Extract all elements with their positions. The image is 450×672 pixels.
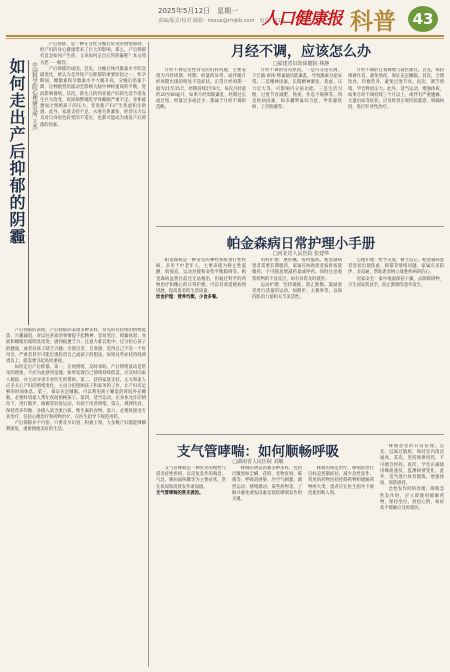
masthead — [0, 0, 450, 40]
article3-column-1 — [156, 466, 226, 668]
paragraph: 支气管哮喘是一种常见的慢性气道炎症性疾病，以反复发作的喘息、气急、胸闷或咳嗽等为主要症状，常在夜间和清晨发作或加剧。 — [156, 466, 226, 490]
paragraph: 哮喘的诱发因素多种多样，包括过敏原如尘螨、花粉、宠物皮屑、霉菌等；呼吸道感染；冷空气刺激；剧烈运动；情绪激动；某些药物等。了解并避免诱发因素是预防哮喘发作的关键。 — [232, 466, 302, 503]
left-article — [4, 42, 147, 667]
paragraph: 产后抑郁，是一种在女性分娩后常见的情绪障碍，给产妇的身心健康带来了巨大的影响。那么，产后抑郁究竟是如何产生的，又该如何走出它的阴霾呢？本文将为您一一解答。 — [40, 42, 146, 66]
masthead-rule-thin — [6, 38, 444, 39]
paragraph: 月经不调的常见原因。一是内分泌失调，下丘脑-垂体-卵巢轴功能紊乱，导致激素分泌异常。二是精神因素，长期精神紧张、焦虑、压力过大等，可影响内分泌功能。三是生活习惯，过度节食减肥、熬夜、作息不规律等。四是疾病因素，如多囊卵巢综合征、甲状腺疾病、子宫肌瘤等。 — [252, 68, 342, 111]
article2-column-2 — [252, 258, 342, 432]
issue-date: 2025年5月12日 星期一 — [158, 7, 239, 15]
article-separator — [156, 226, 444, 227]
paragraph: 产后抑郁并不可怕，只要及早识别、积极干预，大多数产妇都能够顺利康复，重新拥抱美好的生活。 — [6, 421, 146, 433]
paragraph: 哮喘的规范治疗。哮喘的治疗目标是控制症状，减少急性发作。常用的药物包括控制药物和缓解药物两大类，患者应在医生指导下规范使用吸入剂。 — [308, 466, 374, 496]
article1-column-2 — [252, 68, 342, 224]
paragraph: 产后抑郁的成因。首先，分娩后体内激素水平的急剧变化，被认为是导致产后抑郁的重要原因之一。怀孕期间，雌激素和孕激素水平大幅升高，分娩后迅速下降，这种剧烈的波动会影响大脑中神经递质的平衡，进而影响情绪。其次，新生儿的到来使产妇的生活节奏发生巨大改变，夜间频繁哺乳导致睡眠严重不足，身体疲惫加之照顾孩子的压力，容易使产妇产生焦虑和无助感。此外，家庭支持不足、夫妻关系紧张、经济压力以及对自身角色转变的不适应，也都可能成为诱发产后抑郁的因素。 — [40, 66, 146, 128]
paragraph: 运动护理：坚持锻炼，防止跌倒。鼓励患者进行适量的运动，如散步、太极拳等，以保持肌肉力量和关节灵活性。 — [252, 282, 342, 301]
title-divider — [28, 60, 29, 325]
article2-author: □河北省人民医院 张建华 — [272, 251, 330, 257]
article3-column-4 — [380, 444, 444, 668]
article3-column-3 — [308, 466, 374, 668]
newspaper-logo: 人口健康报 — [262, 9, 342, 29]
subheading: 饮食护理：营养均衡，少食多餐。 — [156, 295, 221, 301]
paragraph: 如何走出产后抑郁。第一，正视情绪，及时求助。产后情绪波动是常见的现象，不必为此感到羞愧。如果发现自己情绪持续低落，应及时向家人倾诉，并主动寻求专业医生的帮助。第二，获得家庭支持。丈夫和家人应多关心产妇的情绪变化，主动分担照顾孩子和家务的工作，让产妇有足够的时间休息。第三，保证充足睡眠。可以利用孩子睡觉的时间补充睡眠，必要时请家人帮忙夜间照顾孩子。第四，适当运动。在身体允许的情况下，进行散步、瑜伽等轻度运动，有助于改善情绪。第五，规律饮食。保持营养均衡，多摄入富含蛋白质、维生素的食物。第六，必要时接受专业治疗，包括心理治疗和药物治疗，在医生指导下规范用药。 — [6, 365, 146, 420]
left-article-author: 中国科学院心理研究所 王杰 — [31, 62, 37, 130]
column-separator — [148, 42, 149, 667]
left-article-title: 如何走出产后抑郁的阴霾 — [7, 58, 26, 245]
article3-column-2 — [232, 466, 302, 668]
article1-title: 月经不调，应该怎么办 — [231, 44, 371, 60]
paragraph: 月经不调是女性常见的妇科问题，主要表现为月经周期、经期、经量的异常，或伴随月经周期出现的明显不适症状。正常月经周期一般为21至35天，经期持续2至8天，每次月经量约20至60毫升。如果月经周期紊乱、经期过长或过短、经量过多或过少，都属于月经不调的范畴。 — [156, 68, 246, 111]
left-article-column-wide — [6, 328, 146, 664]
article2-title: 帕金森病日常护理小手册 — [226, 236, 376, 252]
article1-author: □福建省妇幼保健院 林静 — [272, 61, 330, 67]
article1-column-3 — [348, 68, 444, 224]
page-number-badge: 43 — [408, 6, 438, 32]
article-separator — [156, 434, 444, 435]
section-title: 科普 — [350, 9, 396, 35]
left-article-column-narrow — [40, 42, 146, 324]
paragraph: 急性发作时的处理。哮喘急性发作时，应立即使用缓解药物，保持坐位，放松心情，如症状不缓解应及时就医。 — [380, 487, 444, 512]
article2-column-1 — [156, 258, 246, 432]
paragraph: 哮喘患者的日常管理。首先，远离过敏原，保持室内清洁通风。其次，坚持规律用药，不可擅自停药。再次，学会正确使用峰流速仪，监测病情变化。此外，适当进行体育锻炼，增强体质，预防感冒。 — [380, 444, 444, 487]
paragraph: 用药护理：遵医嘱，按时服药。帕金森病患者需要长期服药，家属应协助患者按时按量服药，不可随意增减药量或停药。同时注意观察药物的不良反应，如有异常及时就医。 — [252, 258, 342, 282]
paragraph: 月经不调的自我调理与就医建议。首先，保持规律作息，避免熬夜，保证充足睡眠。其次，合理饮食，均衡营养，避免过度节食。再次，调节情绪，学会释放压力。此外，适当运动，增强体质。如果月经不调持续三个月以上，或伴有严重腹痛、大量出血等症状，应及时到正规医院就诊，明确病因，进行针对性治疗。 — [348, 68, 444, 111]
masthead-rule — [6, 35, 444, 37]
paragraph: 帕金森病是一种常见的神经系统退行性疾病，多见于中老年人，主要表现为静止性震颤、肌强直、运动迟缓和姿势平衡障碍等。帕金森病虽然目前还无法根治，但通过科学的药物治疗和精心的日常护理，可以有效延缓病情进展，提高患者的生活质量。 — [156, 258, 246, 295]
article2-column-3 — [348, 258, 444, 432]
subheading: 支气管哮喘的常见诱因。 — [156, 490, 204, 496]
article1-column-1 — [156, 68, 246, 224]
article3-title: 支气管哮喘：如何顺畅呼吸 — [177, 444, 339, 460]
paragraph: 产后抑郁的表现。产后抑郁的表现多种多样，常见的有持续的情绪低落、兴趣减退、对以往喜欢的事情提不起精神；容易哭泣、烦躁易怒；食欲和睡眠出现明显改变；感到疲惫乏力、注意力难以集中；过分担心孩子的健康，或者对孩子缺乏兴趣；出现自责、自罪感，觉得自己不是一个好母亲。严重者甚至可能出现伤害自己或孩子的想法。如果这些症状持续两周以上，就需要引起高度重视。 — [6, 328, 146, 365]
article3-author: □湖南省人民医院 刘敏 — [232, 459, 284, 465]
paragraph: 居家安全：家中地面保持干燥，去除障碍物，卫生间安装扶手，防止跌倒等意外发生。 — [348, 276, 444, 288]
editor-line: 责编/版式/校对 邮箱：kexue@rmjkb.com 电话：010- — [158, 18, 286, 24]
paragraph: 心理护理：给予关爱，树立信心。帕金森病患者容易出现焦虑、抑郁等情绪问题，家属应多陪伴、多沟通，帮助患者树立战胜疾病的信心。 — [348, 258, 444, 276]
